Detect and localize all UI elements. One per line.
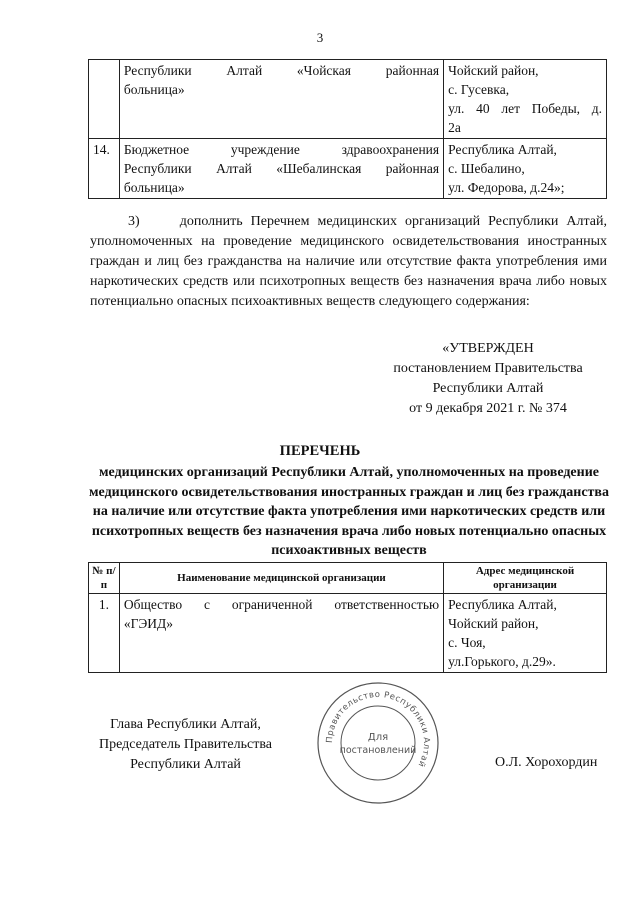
svg-text:Правительство Республики Алтай	[325, 690, 431, 769]
row-number: 1.	[89, 594, 120, 673]
seal-center-text: Для	[367, 732, 389, 743]
paragraph-text: дополнить Перечнем медицинских организаций Республики Алтай, уполномоченных на проведение медицинского освидетельствования иностранных граждан и лиц без гражданства на наличие или отсутствие факта употребления ими наркотических средств или психотропных веществ без назначения врача либо новых потенциально опасных психоактивных веществ следующего содержания:	[90, 214, 607, 309]
table-header-row	[89, 563, 607, 594]
organization-address: Чойский район, с. Гусевка, ул. 40 лет Победы, д. 2а	[444, 60, 607, 139]
approval-line: «УТВЕРЖДЕН	[442, 341, 534, 356]
official-seal	[315, 680, 441, 806]
table-row	[89, 60, 607, 139]
approval-line: Республики Алтай	[432, 381, 544, 396]
row-number: 14.	[89, 139, 120, 199]
organization-address: Республика Алтай, Чойский район, с. Чоя, ул.Горького, д.29».	[444, 594, 607, 673]
organizations-table	[88, 562, 607, 673]
organization-address: Республика Алтай, с. Шебалино, ул. Федорова, д.24»;	[444, 139, 607, 199]
paragraph-number: 3)	[128, 214, 140, 229]
organization-name: Общество с ограниченной ответственностью «ГЭИД»	[119, 594, 443, 673]
organization-name: Республики Алтай «Чойская районная больница»	[119, 60, 443, 139]
header-address: Адрес медицинской организации	[444, 563, 607, 594]
seal-center-text: постановлений	[339, 745, 417, 756]
approval-line: постановлением Правительства	[393, 361, 583, 376]
table-row	[89, 594, 607, 673]
amendment-paragraph	[90, 212, 607, 312]
list-heading: ПЕРЕЧЕНЬ	[279, 443, 361, 459]
seal-ring-text: Правительство Республики Алтай	[324, 689, 432, 769]
header-name: Наименование медицинской организации	[119, 563, 443, 594]
organizations-table-continued	[88, 59, 607, 199]
table-row	[89, 139, 607, 199]
signatory-title: Глава Республики Алтай, Председатель Правительства Республики Алтай	[99, 717, 272, 772]
signatory-name: О.Л. Хорохордин	[495, 755, 598, 770]
page-number: 3	[316, 30, 324, 45]
approval-date: от 9 декабря 2021 г. № 374	[409, 401, 567, 416]
list-subtitle: медицинских организаций Республики Алтай, уполномоченных на проведение медицинского освидетельствования иностранных граждан и лиц без гражданства на наличие или отсутствие факта употребления ими наркотических средств или психотропных веществ без назначения врача либо новых потенциально опасных психоактивных веществ	[89, 465, 609, 558]
organization-name: Бюджетное учреждение здравоохранения Республики Алтай «Шебалинская районная больница»	[119, 139, 443, 199]
approval-block	[384, 339, 592, 419]
header-number: № п/п	[89, 563, 120, 594]
row-number	[89, 60, 120, 139]
